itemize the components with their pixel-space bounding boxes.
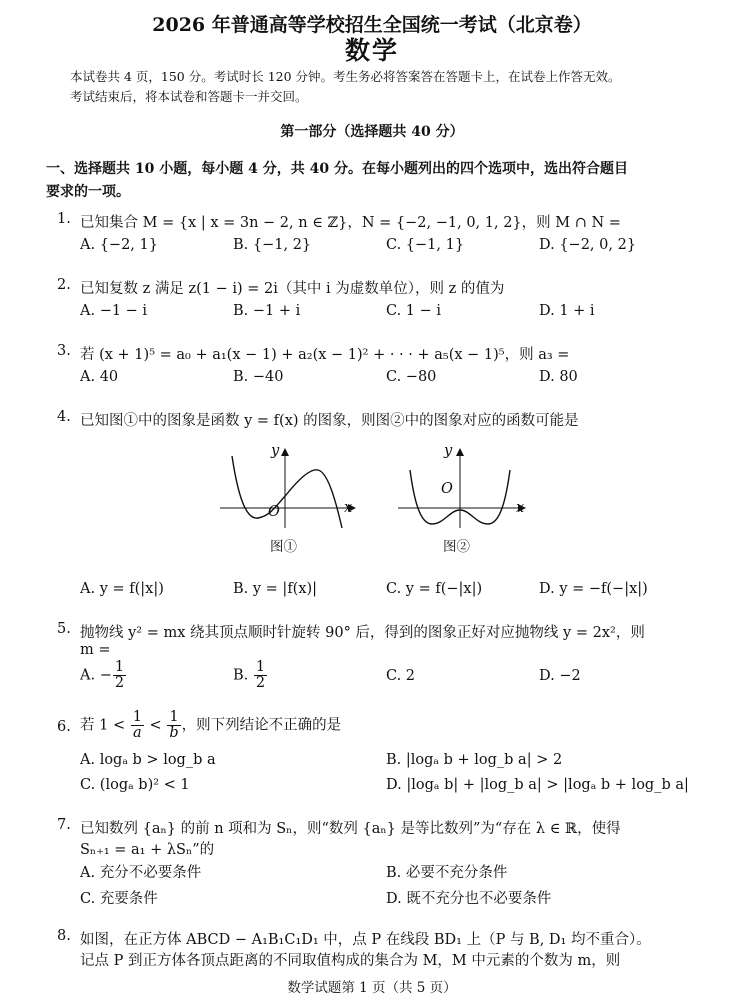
question-number: 8. [57,928,71,944]
part-title: 第一部分（选择题共 40 分） [280,124,464,140]
question-stem-continued: Sₙ₊₁ = a₁ + λSₙ”的 [80,842,215,858]
figure-1-graph [218,440,363,532]
y-axis-label: y [271,443,280,459]
option-c: C. {−1, 1} [386,237,465,253]
figure-2-caption: 图② [443,539,470,555]
option-c: C. −80 [386,369,437,385]
figure-1-caption: 图① [270,539,297,555]
option-b: B. y = |f(x)| [233,581,318,597]
question-stem: 已知集合 M = {x | x = 3n − 2, n ∈ ℤ}，N = {−2, −1, 0, 1, 2}，则 M ∩ N = [80,215,621,231]
origin-label: O [268,504,280,520]
page-footer: 数学试题第 1 页（共 5 页） [287,980,457,996]
question-stem: 已知复数 z 满足 z(1 − i) = 2i（其中 i 为虚数单位），则 z 的值为 [80,281,505,297]
question-stem: 已知数列 {aₙ} 的前 n 项和为 Sₙ，则“数列 {aₙ} 是等比数列”为“存在 λ ∈ ℝ，使得 [80,821,621,837]
option-c: C. y = f(−|x|) [386,581,483,597]
option-b: B. |logₐ b + log_b a| > 2 [386,752,563,768]
option-c: C. 1 − i [386,303,442,319]
x-axis-label: x [344,500,353,516]
origin-label: O [441,481,453,497]
option-a-label: A. − [80,667,112,684]
option-c: C. 充要条件 [80,891,158,907]
notice-line-2: 考试结束后，将本试卷和答题卡一并交回。 [70,89,308,104]
exam-title: 2026 年普通高等学校招生全国统一考试（北京卷） [152,14,592,36]
question-stem: 若 (x + 1)⁵ = a₀ + a₁(x − 1) + a₂(x − 1)² + · · · + a₅(x − 1)⁵，则 a₃ = [80,347,570,363]
option-d: D. {−2, 0, 2} [539,237,637,253]
option-d: D. 既不充分也不必要条件 [386,891,552,907]
x-axis-label: x [516,500,525,516]
option-c: C. 2 [386,668,416,684]
question-number: 5. [57,621,71,637]
y-axis-label: y [444,443,453,459]
question-stem: 抛物线 y² = mx 绕其顶点顺时针旋转 90° 后，得到的图象正好对应抛物线 y = 2x²，则 [80,625,645,641]
option-a: A. y = f(|x|) [80,581,164,597]
section-heading-line-1: 一、选择题共 10 小题，每小题 4 分，共 40 分。在每小题列出的四个选项中，选出符合题目 [46,161,628,177]
fraction: $\frac{1}{2}$ [114,659,125,691]
option-a: A. −1 − i [80,303,148,319]
question-number: 2. [57,277,71,293]
option-b-label: B. [233,667,253,684]
option-a: A. logₐ b > log_b a [80,752,216,768]
question-stem: 已知图①中的图象是函数 y = f(x) 的图象，则图②中的图象对应的函数可能是 [80,413,579,429]
option-d: D. y = −f(−|x|) [539,581,648,597]
option-d: D. −2 [539,668,581,684]
option-c: C. (logₐ b)² < 1 [80,777,190,793]
option-b [233,660,268,691]
question-number: 7. [57,817,71,833]
option-d: D. 80 [539,369,578,385]
question-number: 3. [57,343,71,359]
option-a: A. 充分不必要条件 [80,865,202,881]
question-stem: 若 1 < $\frac{1}{a}$ < $\frac{1}{b}$ ，则下列结论不正确的是 [80,709,342,741]
fraction: $\frac{1}{2}$ [255,659,266,691]
option-b: B. −1 + i [233,303,301,319]
subject-title: 数学 [344,36,399,65]
figure-2-graph [396,440,531,532]
question-stem: 如图，在正方体 ABCD − A₁B₁C₁D₁ 中，点 P 在线段 BD₁ 上（P 与 B, D₁ 均不重合）。 [80,932,651,948]
question-stem-continued: m = [80,642,111,658]
section-heading-line-2: 要求的一项。 [46,184,130,200]
question-number: 1. [57,211,71,227]
notice-line-1: 本试卷共 4 页，150 分。考试时长 120 分钟。考生务必将答案答在答题卡上，在试卷上作答无效。 [70,69,621,84]
question-number: 6. [57,719,71,735]
option-b: B. −40 [233,369,284,385]
question-number: 4. [57,409,71,425]
option-b: B. {−1, 2} [233,237,312,253]
option-d: D. |logₐ b| + |log_b a| > |logₐ b + log_b a| [386,777,689,793]
option-a: A. 40 [80,369,119,385]
option-d: D. 1 + i [539,303,595,319]
option-a: A. {−2, 1} [80,237,158,253]
option-a [80,660,127,691]
question-stem-continued: 记点 P 到正方体各顶点距离的不同取值构成的集合为 M，M 中元素的个数为 m，则 [80,953,621,969]
option-b: B. 必要不充分条件 [386,865,508,881]
